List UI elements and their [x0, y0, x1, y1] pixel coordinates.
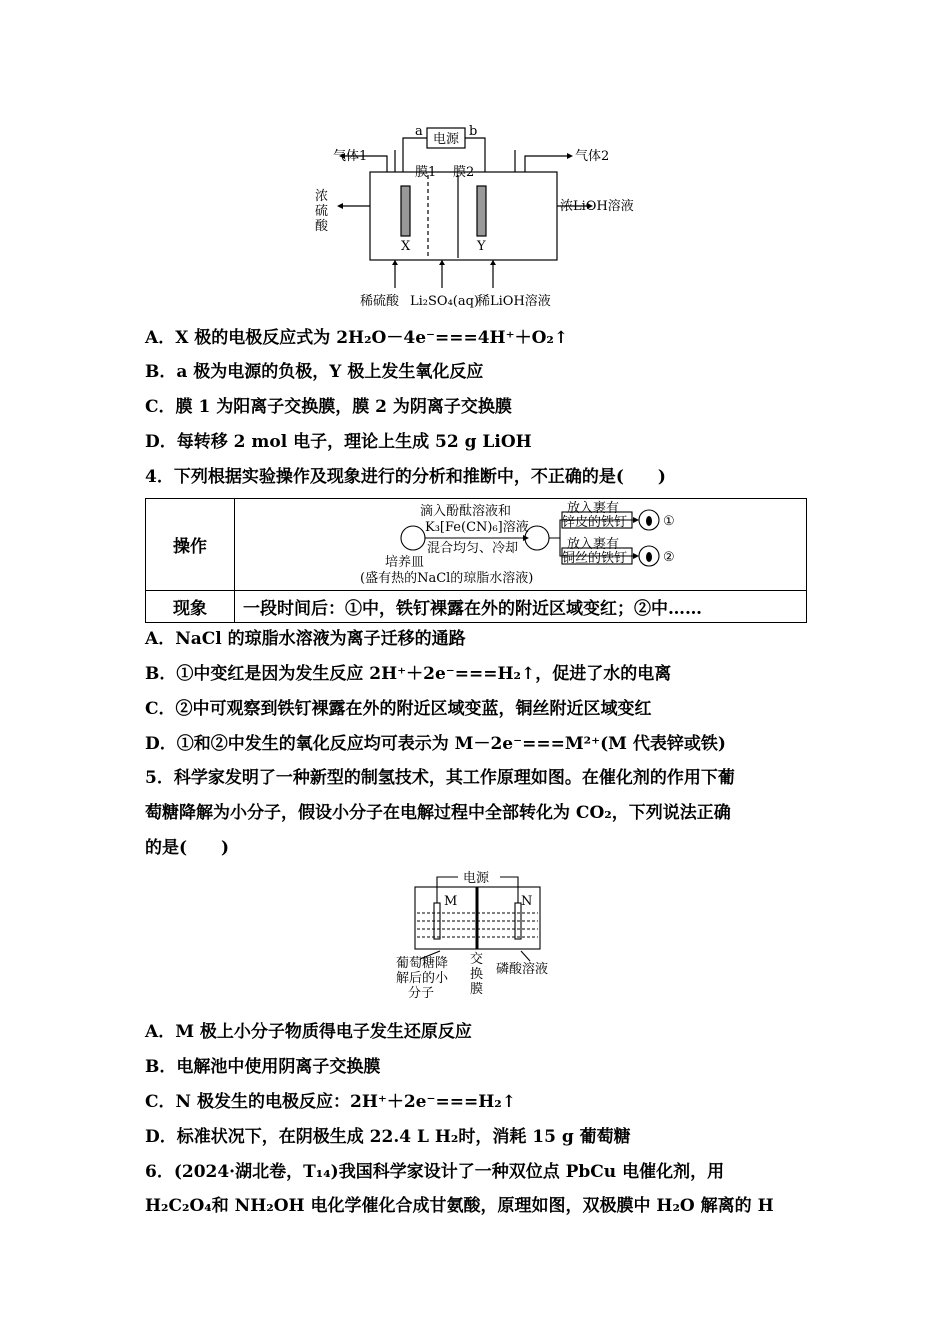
fig1-inlet-2: Li₂SO₄(aq): [410, 294, 479, 309]
fig2-power-label: 电源: [463, 871, 490, 886]
q4-option-a: A．NaCl 的琼脂水溶液为离子迁移的通路: [145, 629, 466, 649]
fig1-membrane2-label: 膜2: [453, 165, 475, 180]
fig1-left-outlet-2: 硫: [315, 204, 329, 219]
fig1-gas1-label: 气体1: [333, 149, 368, 164]
q3-option-d: D．每转移 2 mol 电子，理论上生成 52 g LiOH: [145, 432, 532, 452]
fig2-electrode-m: M: [444, 894, 458, 909]
figure-hydrogen-cell: [390, 865, 560, 1005]
q4-option-d: D．①和②中发生的氧化反应均可表示为 M－2e⁻===M²⁺(M 代表锌或铁): [145, 734, 726, 754]
diagram-route2-line2: 铜丝的铁钉: [562, 550, 628, 566]
q5-stem-line3: 的是( ): [145, 838, 230, 858]
fig2-left-label-3: 分子: [408, 986, 435, 1001]
q5-option-d: D．标准状况下，在阴极生成 22.4 L H₂时，消耗 15 g 葡萄糖: [145, 1127, 631, 1147]
fig1-gas2-label: 气体2: [575, 149, 610, 164]
table-phenomenon-label: 现象: [146, 591, 235, 623]
fig1-b-label: b: [469, 124, 478, 139]
diagram-route2-line1: 放入裹有: [567, 536, 620, 552]
fig2-right-label: 磷酸溶液: [496, 962, 549, 977]
q4-option-c: C．②中可观察到铁钉裸露在外的附近区域变蓝，铜丝附近区域变红: [145, 699, 652, 719]
q5-stem-line1: 5．科学家发明了一种新型的制氢技术，其工作原理如图。在催化剂的作用下葡: [145, 768, 735, 788]
fig1-inlet-1: 稀硫酸: [360, 294, 400, 309]
table-operation-diagram: [235, 499, 807, 591]
diagram-route1-line1: 放入裹有: [567, 500, 620, 516]
fig1-right-outlet-label: 浓LiOH溶液: [560, 199, 634, 214]
table-phenomenon-text: 一段时间后：①中，铁钉裸露在外的附近区域变红；②中……: [235, 591, 807, 623]
fig2-membrane-label-3: 膜: [470, 982, 484, 997]
diagram-top-line1: 滴入酚酞溶液和: [420, 503, 512, 519]
fig1-a-label: a: [415, 124, 423, 139]
diagram-mark-2: ②: [663, 549, 675, 565]
fig1-membrane1-label: 膜1: [415, 165, 437, 180]
diagram-top-line2: K₃[Fe(CN)₆]溶液: [425, 519, 529, 535]
q4-option-b: B．①中变红是因为发生反应 2H⁺＋2e⁻===H₂↑，促进了水的电离: [145, 664, 672, 684]
q6-line1: 6．(2024·湖北卷，T₁₄)我国科学家设计了一种双位点 PbCu 电催化剂，用: [145, 1162, 725, 1182]
q5-option-a: A．M 极上小分子物质得电子发生还原反应: [145, 1022, 472, 1042]
q3-option-a: A．X 极的电极反应式为 2H₂O－4e⁻===4H⁺＋O₂↑: [145, 328, 569, 348]
figure-electrolysis-cell: [315, 120, 645, 315]
diagram-dish-label: 培养皿: [385, 554, 425, 570]
fig1-inlet-3: 稀LiOH溶液: [477, 294, 551, 309]
diagram-dish-note: (盛有热的NaCl的琼脂水溶液): [360, 570, 534, 586]
fig2-left-label-2: 解后的小: [396, 971, 449, 986]
fig1-electrode-y: Y: [477, 239, 486, 254]
fig1-left-outlet-3: 酸: [315, 219, 329, 234]
fig1-electrode-x: X: [401, 239, 411, 254]
diagram-route1-line2: 锌皮的铁钉: [562, 514, 628, 530]
q4-stem: 4．下列根据实验操作及现象进行的分析和推断中，不正确的是( ): [145, 467, 666, 487]
q5-stem-line2: 萄糖降解为小分子，假设小分子在电解过程中全部转化为 CO₂，下列说法正确: [145, 803, 731, 823]
fig2-membrane-label-2: 换: [470, 967, 484, 982]
q6-line2: H₂C₂O₄和 NH₂OH 电化学催化合成甘氨酸，原理如图，双极膜中 H₂O 解离的 H: [145, 1196, 774, 1216]
fig2-left-label-1: 葡萄糖降: [396, 956, 449, 971]
q5-option-b: B．电解池中使用阴离子交换膜: [145, 1057, 381, 1077]
q4-diagram: [235, 500, 805, 590]
q4-experiment-table: [145, 498, 807, 623]
q3-option-c: C．膜 1 为阳离子交换膜，膜 2 为阴离子交换膜: [145, 397, 512, 417]
table-operation-label: 操作: [146, 499, 235, 591]
q3-option-b: B．a 极为电源的负极，Y 极上发生氧化反应: [145, 362, 484, 382]
q5-option-c: C．N 极发生的电极反应：2H⁺＋2e⁻===H₂↑: [145, 1092, 516, 1112]
diagram-mark-1: ①: [663, 513, 675, 529]
diagram-mid-label: 混合均匀、冷却: [427, 540, 519, 556]
fig1-power-label: 电源: [432, 132, 460, 147]
fig1-left-outlet-1: 浓: [315, 189, 329, 204]
fig2-membrane-label-1: 交: [470, 952, 484, 967]
fig2-electrode-n: N: [521, 894, 533, 909]
